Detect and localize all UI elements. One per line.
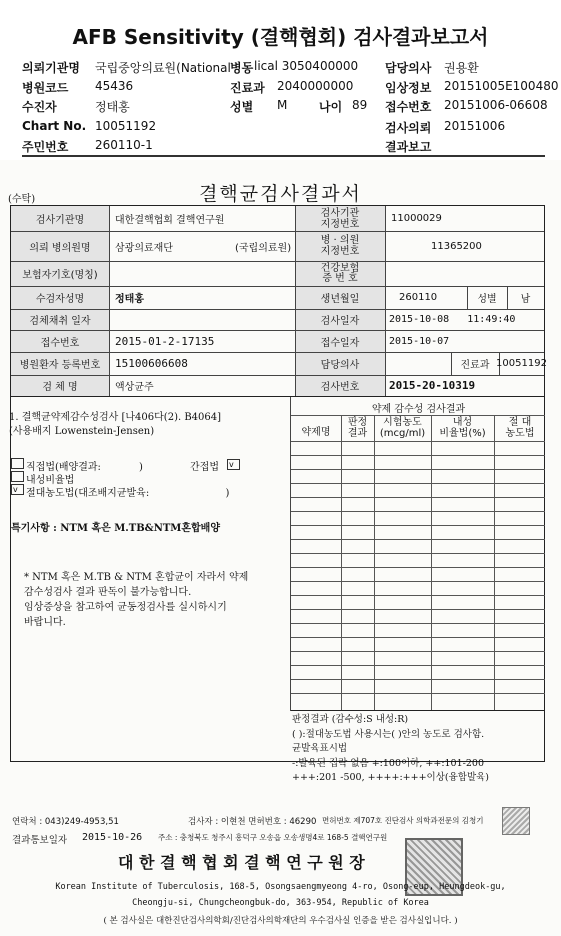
judgement-legend — [292, 713, 489, 786]
sex-cell-value: 남 — [520, 294, 531, 305]
resident-no-value: 260110-1 — [95, 138, 153, 152]
ntm-note — [24, 570, 248, 630]
requesting-institution-value: 국립중앙의료원(National — [95, 61, 231, 75]
special-remark: 특기사항 : NTM 혹은 M.TB&NTM혼합배양 — [11, 523, 220, 534]
result-report-label: 결과보고 — [385, 140, 432, 154]
institute-address-en-1: Korean Institute of Tuberculosis, 168-5, Osongsaengmyeong 4-ro, Osong-eup, Heungdeok-gu, — [55, 882, 506, 892]
result-header-concentration: 시험농도 (mcg/ml) — [379, 417, 426, 439]
specimen-label: 검 체 명 — [42, 382, 78, 393]
hospital-designation-label: 병 · 의원 지정번호 — [320, 235, 360, 257]
footer-address: 주소 : 충청북도 청주시 흥덕구 오송읍 오송생명4로 168-5 결핵연구원 — [158, 833, 388, 842]
absolute-method-label: 절대농도법(대조배지균발육: ) — [26, 488, 230, 499]
report-date-value: 2015-10-26 — [82, 832, 143, 843]
direct-method-checkbox — [11, 458, 24, 469]
institute-address-en-2: Cheongju-si, Chungcheongbuk-do, 363-954, Republic of Korea — [132, 898, 429, 908]
referring-hospital-label: 의뢰 병의원명 — [29, 242, 91, 254]
info-table — [10, 205, 545, 397]
judgement-line: ( ):절대농도법 사용시는( )안의 농도로 검사함. — [292, 728, 485, 740]
test-no-value: 2015-20-10319 — [389, 379, 476, 392]
lab-designation-label: 검사기관 지정번호 — [320, 207, 360, 230]
requesting-institution-label: 의뢰기관명 — [22, 61, 80, 75]
test-name: 1. 결핵균약제감수성검사 [나406다(2). B4064] — [9, 412, 222, 423]
sex-value: M — [277, 98, 288, 112]
receipt-date-label: 접수일자 — [320, 337, 360, 349]
chart-no-value: 10051192 — [95, 119, 157, 133]
clinical-info-value: 20151005E100480 — [444, 79, 559, 93]
judgement-line: 판정결과 (감수성:S 내성:R) — [292, 714, 409, 725]
judgement-line: 균발육표시법 — [292, 743, 348, 754]
physician-label: 담당의사 — [385, 61, 432, 75]
ratio-method-checkbox — [11, 471, 24, 482]
footer-license: 면허번호 제707호 진단검사 의학과전문의 김청기 — [322, 816, 484, 825]
dept-cell-value: 10051192 — [496, 358, 547, 369]
resident-no-label: 주민번호 — [22, 140, 69, 154]
ward-value: lical 3050400000 — [254, 59, 359, 73]
document-title: AFB Sensitivity (결핵협회) 검사결과보고서 — [72, 25, 489, 49]
ratio-method-label: 내성비율법 — [26, 475, 75, 486]
result-grid — [290, 397, 545, 711]
lab-designation-value: 11000029 — [391, 213, 442, 224]
form-title: 결핵균검사결과서 — [199, 183, 362, 205]
referring-hospital-note: (국립의료원) — [235, 242, 292, 254]
clinical-info-label: 임상정보 — [385, 81, 432, 95]
specimen-value: 액상균주 — [115, 382, 154, 393]
patient-value: 정태홍 — [95, 100, 130, 114]
direct-method-label: 직접법(배양결과: ) — [26, 462, 143, 473]
patient-label: 수진자 — [22, 100, 57, 114]
header-divider — [22, 155, 545, 157]
examinee-name-label: 수검자성명 — [35, 294, 85, 305]
footer-contact: 연락처 : 043)249-4953,51 — [12, 817, 119, 827]
judgement-line: -:발육된 집락 없음 +:100이하, ++:101-200 — [292, 757, 484, 769]
doctor-seal — [502, 807, 530, 835]
report-date-label: 결과통보일자 — [12, 835, 68, 846]
test-request-label: 검사의뢰 — [385, 121, 432, 135]
patient-reg-no-label: 병원환자 등록번호 — [19, 360, 101, 371]
result-header-absolute: 절 대 농도법 — [505, 417, 535, 439]
institute-name-kr: 대 한 결 핵 협 회 결 핵 연 구 원 장 — [118, 853, 365, 872]
age-value: 89 — [352, 98, 368, 112]
test-no-label: 검사번호 — [320, 382, 360, 393]
chart-no-label: Chart No. — [22, 119, 87, 133]
examinee-name-value: 정태홍 — [115, 294, 144, 305]
department-label: 진료과 — [230, 81, 265, 95]
test-date-value: 2015-10-08 11:49:40 — [389, 314, 516, 325]
department-value: 2040000000 — [277, 79, 354, 93]
attending-physician-label: 담당의사 — [320, 360, 360, 371]
physician-value: 권용환 — [444, 61, 479, 75]
hospital-code-value: 45436 — [95, 79, 134, 93]
insurance-card-label: 건강보험 증 번 호 — [320, 262, 360, 284]
absolute-method-checkbox: v — [11, 484, 24, 495]
result-header-drug: 약제명 — [301, 427, 331, 438]
culture-media: (사용배지 Lowenstein-Jensen) — [9, 426, 155, 437]
certification-note: ( 본 검사실은 대한진단검사의학회/진단검사의학재단의 우수검사실 인증을 받은 검사실입니다. ) — [103, 916, 458, 926]
referring-hospital-value: 삼광의료재단 — [115, 242, 173, 254]
ward-label: 병동 — [230, 61, 254, 75]
hospital-designation-value: 11365200 — [431, 240, 482, 252]
test-date-label: 검사일자 — [320, 316, 360, 327]
footer-tester: 검사자 : 이현천 면허번호 : 46290 — [188, 817, 317, 827]
hospital-code-label: 병원코드 — [22, 81, 69, 95]
patient-reg-no-value: 15100606608 — [115, 357, 188, 370]
receipt-date-value: 2015-10-07 — [389, 335, 450, 347]
result-header-ratio: 내성 비율법(%) — [439, 417, 486, 439]
insurer-label: 보험자기호(명칭) — [22, 270, 98, 281]
accession-no-value: 2015-01-2-17135 — [115, 334, 215, 348]
collection-date-label: 검체채취 일자 — [29, 316, 91, 327]
birth-date-value: 260110 — [399, 292, 438, 303]
indirect-method-checkbox: v — [227, 459, 240, 470]
sex-label: 성별 — [230, 100, 254, 114]
indirect-method-label: 간접법 — [190, 462, 219, 473]
receipt-no-label: 접수번호 — [385, 100, 432, 114]
test-request-value: 20151006 — [444, 119, 506, 133]
birth-date-label: 생년월일 — [320, 294, 360, 305]
ntm-note-line: 감수성검사 결과 판독이 불가능합니다. — [24, 587, 192, 598]
copy-mark: (수탁) — [8, 194, 36, 205]
result-header-judgement: 판정 결과 — [347, 417, 368, 439]
age-label: 나이 — [319, 100, 343, 114]
ntm-note-line: * NTM 혹은 M.TB & NTM 혼합균이 자라서 약제 — [24, 572, 249, 583]
dept-cell-label: 진료과 — [460, 360, 490, 371]
result-title: 약제 감수성 검사결과 — [371, 404, 466, 415]
sex-cell-label: 성별 — [477, 294, 497, 305]
lab-name-value: 대한결핵협회 결핵연구원 — [115, 215, 225, 226]
judgement-line: +++:201 -500, ++++:+++이상(융합발육) — [292, 772, 490, 783]
ntm-note-line: 임상증상을 참고하여 균동정검사를 실시하시기 — [24, 602, 227, 613]
lab-name-label: 검사기관명 — [35, 215, 85, 226]
ntm-note-line: 바랍니다. — [24, 617, 66, 628]
accession-no-label: 접수번호 — [40, 337, 80, 349]
receipt-no-value: 20151006-06608 — [444, 98, 548, 112]
